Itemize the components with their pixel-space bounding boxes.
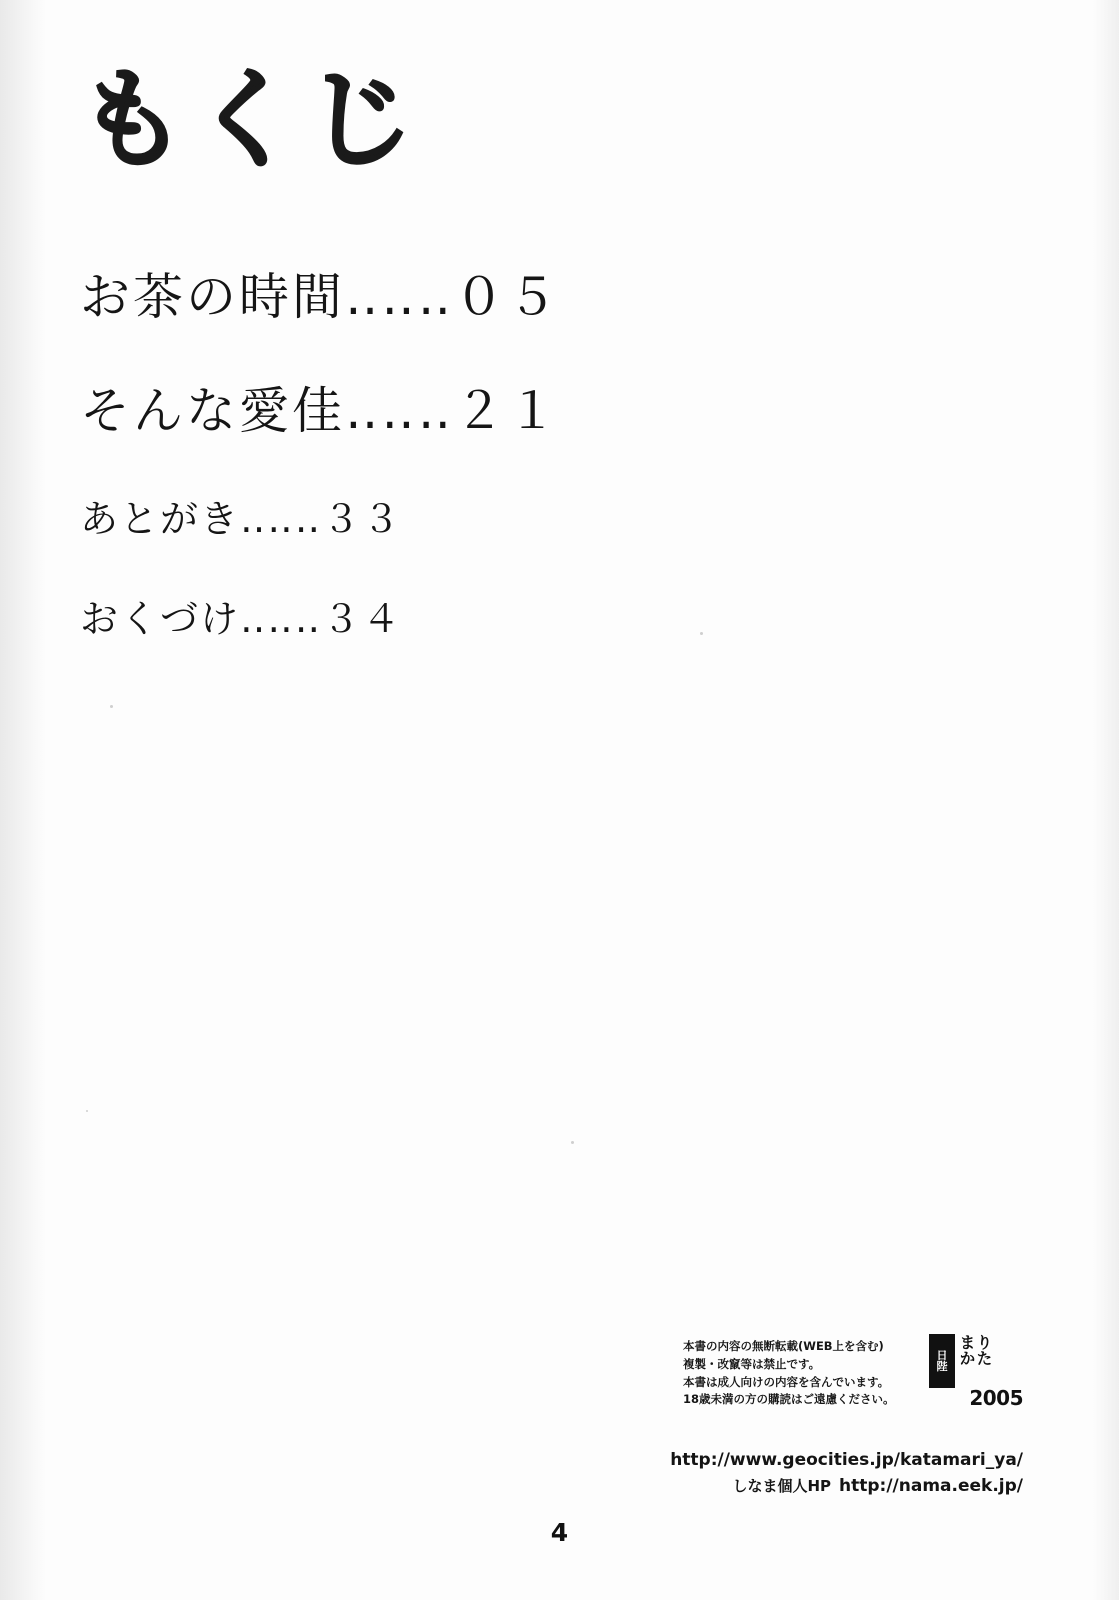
circle-url[interactable]: http://www.geocities.jp/katamari_ya/ xyxy=(670,1450,1023,1470)
toc-entry xyxy=(80,382,860,440)
toc-entry xyxy=(80,597,860,641)
page-title: もくじ xyxy=(78,58,421,183)
personal-hp-label: しなま個人HP xyxy=(732,1476,831,1495)
stamp-kana-right: まか xyxy=(957,1334,976,1366)
toc-entry-label: あとがき‥‥‥ xyxy=(80,497,323,541)
stamp-kana xyxy=(955,1334,1023,1388)
stamp-kanji-box xyxy=(929,1334,955,1388)
toc-entry-label: そんな愛佳‥‥‥ xyxy=(80,382,455,440)
toc-entry-page: ２１ xyxy=(454,382,561,440)
toc-entry xyxy=(80,268,860,326)
contact-urls xyxy=(553,1448,1023,1499)
colophon-line: 複製・改竄等は禁止です。 xyxy=(683,1356,821,1371)
stamp-kanji-lower: 陛 xyxy=(936,1360,948,1373)
toc-entry-page: ３３ xyxy=(322,497,403,541)
stamp-top-row xyxy=(929,1334,1023,1388)
colophon-block xyxy=(683,1334,1023,1410)
personal-url-row xyxy=(553,1474,1023,1500)
stamp-kana-left: りた xyxy=(974,1334,993,1366)
toc-entry-label: お茶の時間‥‥‥ xyxy=(80,268,455,326)
toc-entry-label: おくづけ‥‥‥ xyxy=(80,597,323,641)
toc-entry-page: ０５ xyxy=(454,268,561,326)
personal-url[interactable]: http://nama.eek.jp/ xyxy=(839,1475,1023,1496)
colophon-line: 18歳未満の方の購読はご遠慮ください。 xyxy=(683,1392,895,1407)
stamp-kanji-upper: 日 xyxy=(936,1349,948,1362)
scan-speck xyxy=(86,1110,88,1112)
scan-speck xyxy=(571,1141,574,1144)
scan-speck xyxy=(110,705,113,708)
circle-logo-stamp xyxy=(929,1334,1023,1412)
colophon-line: 本書は成人向けの内容を含んでいます。 xyxy=(683,1374,890,1389)
toc-entry xyxy=(80,497,860,541)
colophon-line: 本書の内容の無断転載(WEB上を含む) xyxy=(683,1339,884,1353)
page-number: 4 xyxy=(550,1518,569,1547)
table-of-contents xyxy=(80,268,860,700)
toc-entry-page: ３４ xyxy=(322,597,403,641)
stamp-year: 2005 xyxy=(969,1386,1023,1410)
